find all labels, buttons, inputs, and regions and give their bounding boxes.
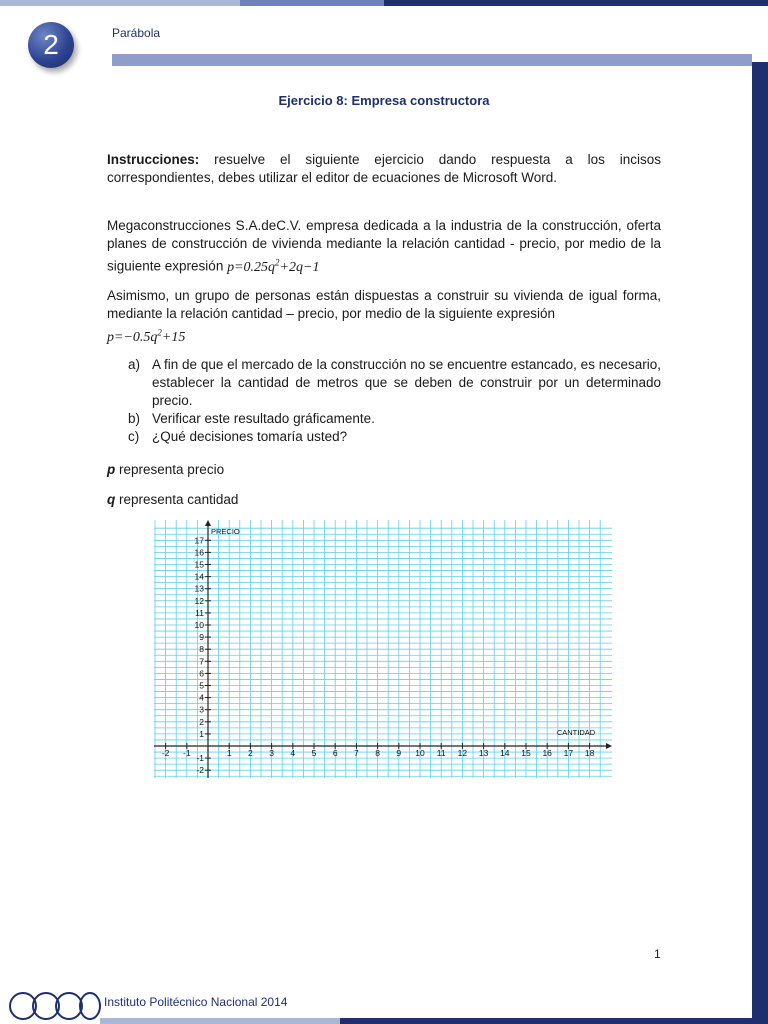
- y-tick-label: 15: [194, 559, 204, 570]
- question-text: Verificar este resultado gráficamente.: [152, 411, 375, 426]
- question-marker: c): [128, 429, 140, 444]
- question-list: [128, 356, 661, 446]
- variable-q-text: representa cantidad: [119, 492, 239, 507]
- demand-formula: $p=-0.5q^2+15$: [107, 327, 186, 345]
- y-tick-label: 5: [199, 680, 204, 691]
- instructions-label: Instrucciones:: [107, 152, 200, 167]
- y-tick-label: -1: [196, 753, 204, 764]
- question-marker: b): [128, 411, 141, 426]
- instructions-paragraph: [107, 151, 661, 187]
- chapter-number-badge: 2: [28, 22, 74, 68]
- x-tick-label: 5: [311, 748, 317, 758]
- variable-q-symbol: q: [107, 492, 116, 507]
- intro-text: Megaconstrucciones S.A.deC.V. empresa dedicada a la industria de la construcción, oferta planes de construcción de vivienda mediante la relación cantidad - precio, por medio de la siguiente expresión: [107, 218, 661, 274]
- x-tick-label: 11: [436, 748, 446, 758]
- x-tick-label: 16: [542, 748, 552, 758]
- y-tick-label: 17: [194, 535, 204, 546]
- question-item: [128, 410, 661, 428]
- y-tick-label: 11: [195, 607, 204, 618]
- instructions-text: resuelve el siguiente ejercicio dando respuesta a los incisos correspondientes, debes utilizar el editor de ecuaciones de Microsoft Word.: [107, 152, 661, 185]
- y-tick-label: 2: [199, 716, 204, 727]
- top-stripe-mid: [240, 0, 384, 6]
- x-tick-label: 18: [584, 748, 595, 758]
- variable-q-definition: [107, 492, 238, 507]
- bottom-stripe-light: [100, 1018, 340, 1024]
- x-tick-label: 8: [375, 748, 380, 758]
- y-axis-arrow: [205, 520, 211, 526]
- y-tick-label: 16: [194, 547, 204, 558]
- coordinate-grid: [154, 520, 612, 778]
- x-tick-label: 6: [332, 748, 338, 758]
- x-tick-label: 3: [269, 748, 274, 758]
- x-tick-label: 12: [457, 748, 468, 758]
- x-tick-label: -2: [161, 748, 170, 758]
- top-stripe-light: [0, 0, 240, 6]
- y-tick-label: 1: [199, 728, 204, 739]
- x-tick-label: 14: [500, 748, 510, 758]
- question-text: A fin de que el mercado de la construcción no se encuentre estancado, es necesario, establecer la cantidad de metros que se deben de construir por un determinado precio.: [152, 357, 661, 408]
- question-item: [128, 356, 661, 410]
- y-tick-label: 3: [199, 704, 204, 715]
- institution-logo-icon: [6, 988, 102, 1022]
- x-tick-label: 10: [415, 748, 425, 758]
- y-tick-label: 12: [194, 595, 204, 606]
- footer-institution: Instituto Politécnico Nacional 2014: [104, 995, 288, 1009]
- x-tick-label: 17: [563, 748, 574, 758]
- x-tick-label: 1: [226, 748, 232, 758]
- question-item: [128, 428, 661, 446]
- y-tick-label: 7: [199, 656, 204, 667]
- x-axis-arrow: [606, 743, 612, 749]
- x-tick-label: 4: [290, 748, 296, 758]
- variable-p-text: representa precio: [119, 462, 225, 477]
- supply-formula: $p=0.25q^2+2q-1$: [227, 257, 320, 275]
- second-paragraph: [107, 287, 661, 347]
- y-tick-label: -2: [196, 765, 204, 776]
- y-tick-label: 9: [199, 632, 204, 643]
- x-tick-label: -1: [183, 748, 191, 758]
- y-tick-label: 14: [194, 571, 204, 582]
- question-text: ¿Qué decisiones tomaría usted?: [152, 429, 348, 444]
- variable-p-symbol: p: [107, 462, 116, 477]
- intro-paragraph: [107, 217, 661, 277]
- y-tick-label: 13: [194, 583, 204, 594]
- exercise-title-prefix: Ejercicio 8:: [278, 93, 348, 108]
- y-axis-label: PRECIO: [211, 527, 240, 536]
- bottom-stripe-dark: [340, 1018, 752, 1024]
- x-axis-label: CANTIDAD: [556, 728, 596, 737]
- y-tick-label: 4: [199, 692, 204, 703]
- second-text: Asimismo, un grupo de personas están dispuestas a construir su vivienda de igual forma, mediante la relación cantidad – precio, por medio de la siguiente expresión: [107, 288, 661, 321]
- x-tick-label: 15: [521, 748, 531, 758]
- x-tick-label: 13: [478, 748, 489, 758]
- x-tick-label: 7: [354, 748, 359, 758]
- x-tick-label: 2: [248, 748, 253, 758]
- exercise-title-main: Empresa constructora: [351, 93, 490, 108]
- y-tick-label: 10: [194, 620, 204, 630]
- section-title: Parábola: [112, 26, 161, 40]
- header-underline-bar: [112, 54, 752, 66]
- question-marker: a): [128, 357, 141, 372]
- top-stripe-dark: [384, 0, 768, 6]
- x-tick-label: 9: [396, 748, 402, 758]
- page-number: 1: [654, 947, 661, 961]
- y-tick-label: 6: [199, 668, 204, 679]
- exercise-title: [0, 93, 768, 108]
- variable-p-definition: [107, 462, 224, 477]
- y-tick-label: 8: [199, 644, 204, 655]
- right-side-bar: [752, 62, 768, 1024]
